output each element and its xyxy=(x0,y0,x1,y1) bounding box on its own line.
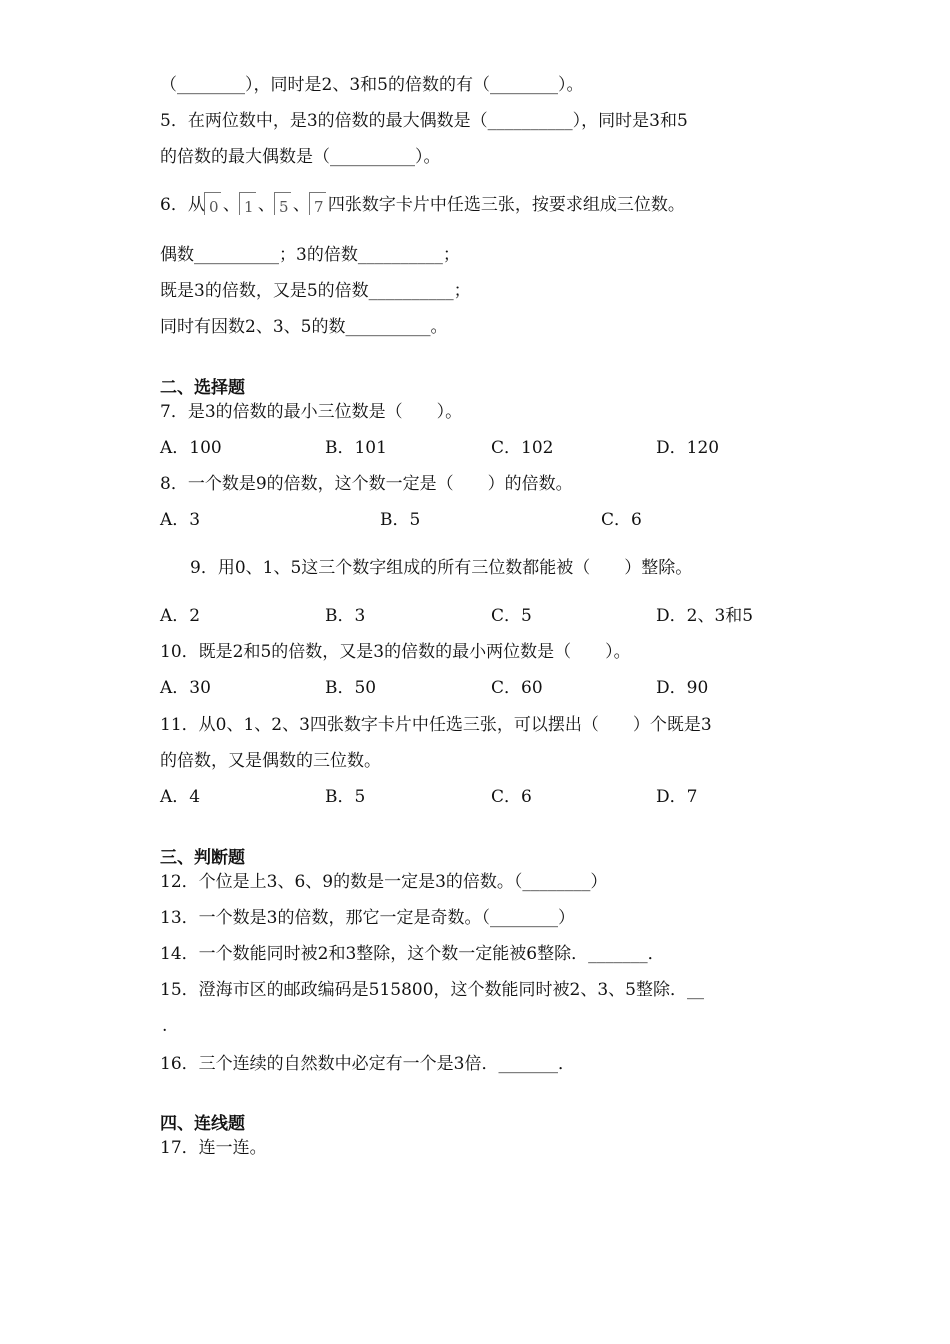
q11-stem-line-2: 的倍数，又是偶数的三位数。 xyxy=(160,751,381,771)
q8-option-c: C．6 xyxy=(601,510,642,530)
q8-option-a: A．3 xyxy=(160,510,201,530)
q6-line-factors: 同时有因数2、3、5的数__________。 xyxy=(160,317,448,337)
q11-option-c: C．6 xyxy=(491,787,532,807)
q9-option-c: C．5 xyxy=(491,606,532,626)
q5-line-2: 的倍数的最大偶数是（__________）。 xyxy=(160,147,441,167)
q11-stem-line-1: 11．从0、1、2、3四张数字卡片中任选三张，可以摆出（ ）个既是3 xyxy=(160,715,712,735)
q7-stem: 7．是3的倍数的最小三位数是（ ）。 xyxy=(160,402,463,422)
q6-sep-1: 、 xyxy=(222,195,240,215)
q15-statement: 15．澄海市区的邮政编码是515800，这个数能同时被2、3、5整除．__ xyxy=(160,980,704,1000)
digit-card-5: 5 xyxy=(277,198,291,218)
q7-option-d: D．120 xyxy=(656,438,720,458)
q6-line-3-and-5: 既是3的倍数，又是5的倍数__________； xyxy=(160,281,471,301)
digit-card-7: 7 xyxy=(312,198,326,218)
q10-option-a: A．30 xyxy=(160,678,211,698)
q13-statement: 13．一个数是3的倍数，那它一定是奇数。（________） xyxy=(160,908,575,928)
q15-period: . xyxy=(162,1016,168,1036)
q9-option-a: A．2 xyxy=(160,606,201,626)
q7-option-b: B．101 xyxy=(325,438,387,458)
section-heading-choice: 二、选择题 xyxy=(160,378,245,398)
section-heading-judge: 三、判断题 xyxy=(160,848,245,868)
q4-continuation: （________），同时是2、3和5的倍数的有（________）。 xyxy=(160,75,584,95)
q10-stem: 10．既是2和5的倍数，又是3的倍数的最小两位数是（ ）。 xyxy=(160,642,631,662)
q8-stem: 8．一个数是9的倍数，这个数一定是（ ）的倍数。 xyxy=(160,474,573,494)
q16-statement: 16．三个连续的自然数中必定有一个是3倍．_______． xyxy=(160,1054,575,1074)
q6-suffix: 四张数字卡片中任选三张，按要求组成三位数。 xyxy=(327,195,685,215)
q6-sep-3: 、 xyxy=(292,195,310,215)
q6-line-even: 偶数__________；3的倍数__________； xyxy=(160,245,460,265)
q12-statement: 12．个位是上3、6、9的数是一定是3的倍数。（________） xyxy=(160,872,608,892)
q6-stem xyxy=(160,193,685,218)
q5-line-1: 5．在两位数中，是3的倍数的最大偶数是（__________），同时是3和5 xyxy=(160,111,688,131)
q6-sep-2: 、 xyxy=(257,195,275,215)
q9-option-b: B．3 xyxy=(325,606,366,626)
q17-stem: 17．连一连。 xyxy=(160,1138,267,1158)
q10-option-d: D．90 xyxy=(656,678,709,698)
q9-stem: 9．用0、1、5这三个数字组成的所有三位数都能被（ ）整除。 xyxy=(190,558,693,578)
q9-option-d: D．2、3和5 xyxy=(656,606,754,626)
q10-option-b: B．50 xyxy=(325,678,377,698)
q7-option-a: A．100 xyxy=(160,438,222,458)
q11-option-b: B．5 xyxy=(325,787,366,807)
q7-option-c: C．102 xyxy=(491,438,554,458)
q10-option-c: C．60 xyxy=(491,678,543,698)
section-heading-match: 四、连线题 xyxy=(160,1114,245,1134)
q8-option-b: B．5 xyxy=(380,510,421,530)
digit-card-0: 0 xyxy=(207,198,221,218)
q11-option-d: D．7 xyxy=(656,787,698,807)
q6-prefix: 6．从 xyxy=(160,195,205,215)
q11-option-a: A．4 xyxy=(160,787,201,807)
q14-statement: 14．一个数能同时被2和3整除，这个数一定能被6整除．_______． xyxy=(160,944,665,964)
digit-card-1: 1 xyxy=(242,198,256,218)
